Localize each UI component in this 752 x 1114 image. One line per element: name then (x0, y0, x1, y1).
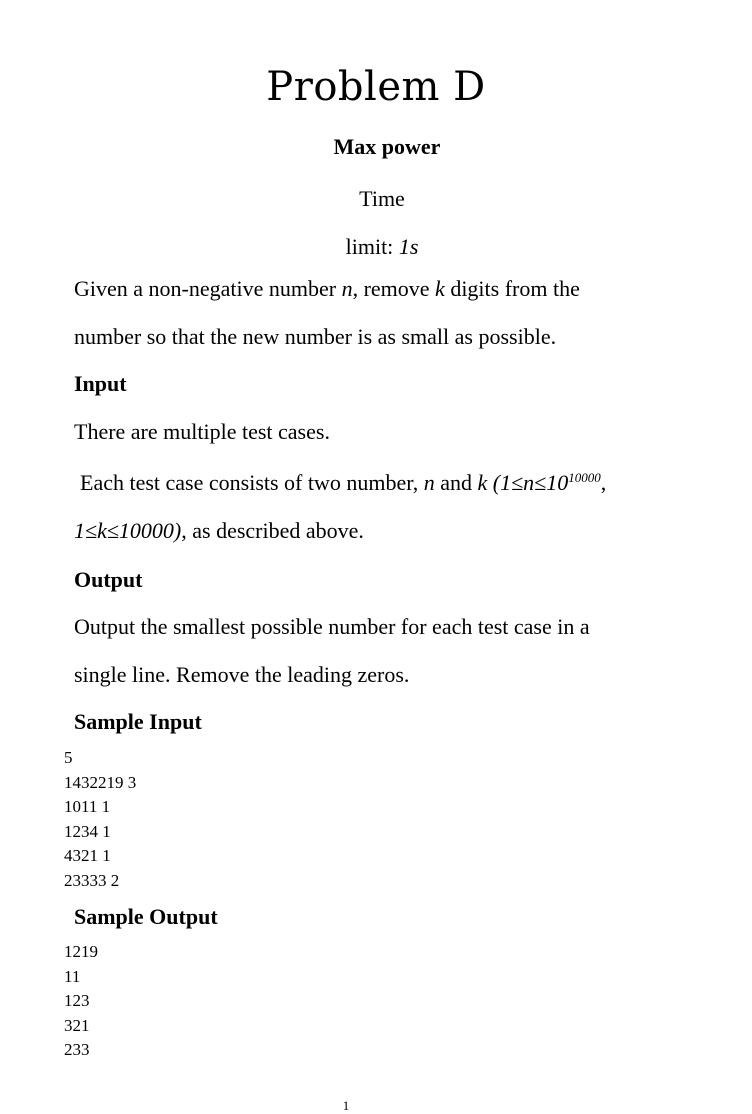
problem-subtitle: Max power (333, 134, 441, 159)
sample-input-line: 1432219 3 (64, 772, 137, 792)
output-line-1: Output the smallest possible number for each test case in a (74, 614, 590, 639)
sample-input-line: 4321 1 (64, 846, 111, 865)
sample-input-line: 23333 2 (64, 870, 120, 890)
sample-input-line: 5 (64, 748, 73, 767)
output-heading: Output (74, 567, 143, 592)
input-heading: Input (74, 371, 127, 396)
input-line-1: There are multiple test cases. (74, 419, 330, 444)
var-k: k (435, 276, 445, 301)
sample-output-block (64, 940, 98, 1063)
range-n: 1≤n≤10 (500, 470, 569, 495)
sample-output-line: 321 (64, 1015, 90, 1035)
sample-output-line: 233 (64, 1040, 90, 1059)
description-line-1: Given a non-negative number n, remove k digits from the (74, 276, 580, 301)
exponent: 10000 (568, 470, 601, 485)
sample-input-line: 1234 1 (64, 821, 111, 841)
page-number: 1 (342, 1098, 350, 1113)
time-limit-value: 1s (398, 234, 419, 259)
time-limit-label: limit: (345, 234, 399, 259)
sample-input-line: 1011 1 (64, 797, 111, 816)
var-n: n (423, 470, 435, 495)
problem-title: Problem D (266, 64, 486, 110)
sample-output-line: 1219 (64, 942, 98, 961)
sample-output-line: 11 (64, 966, 81, 986)
var-k: k (477, 470, 488, 495)
sample-output-heading: Sample Output (74, 904, 218, 929)
range-k: 1≤k≤10000) (74, 518, 182, 543)
input-line-3: 1≤k≤10000), as described above. (74, 518, 364, 543)
description-line-2: number so that the new number is as small as possible. (74, 324, 557, 349)
var-n: n (341, 276, 353, 301)
output-line-2: single line. Remove the leading zeros. (74, 662, 410, 687)
sample-output-line: 123 (64, 991, 90, 1010)
sample-input-heading: Sample Input (74, 709, 202, 734)
sample-input-block (64, 746, 136, 893)
time-limit-line-1: Time (359, 186, 405, 211)
time-limit-line-2 (0, 233, 752, 261)
input-line-2: Each test case consists of two number, n and k ($1\le n\le 10^{10000}$, (80, 470, 607, 495)
